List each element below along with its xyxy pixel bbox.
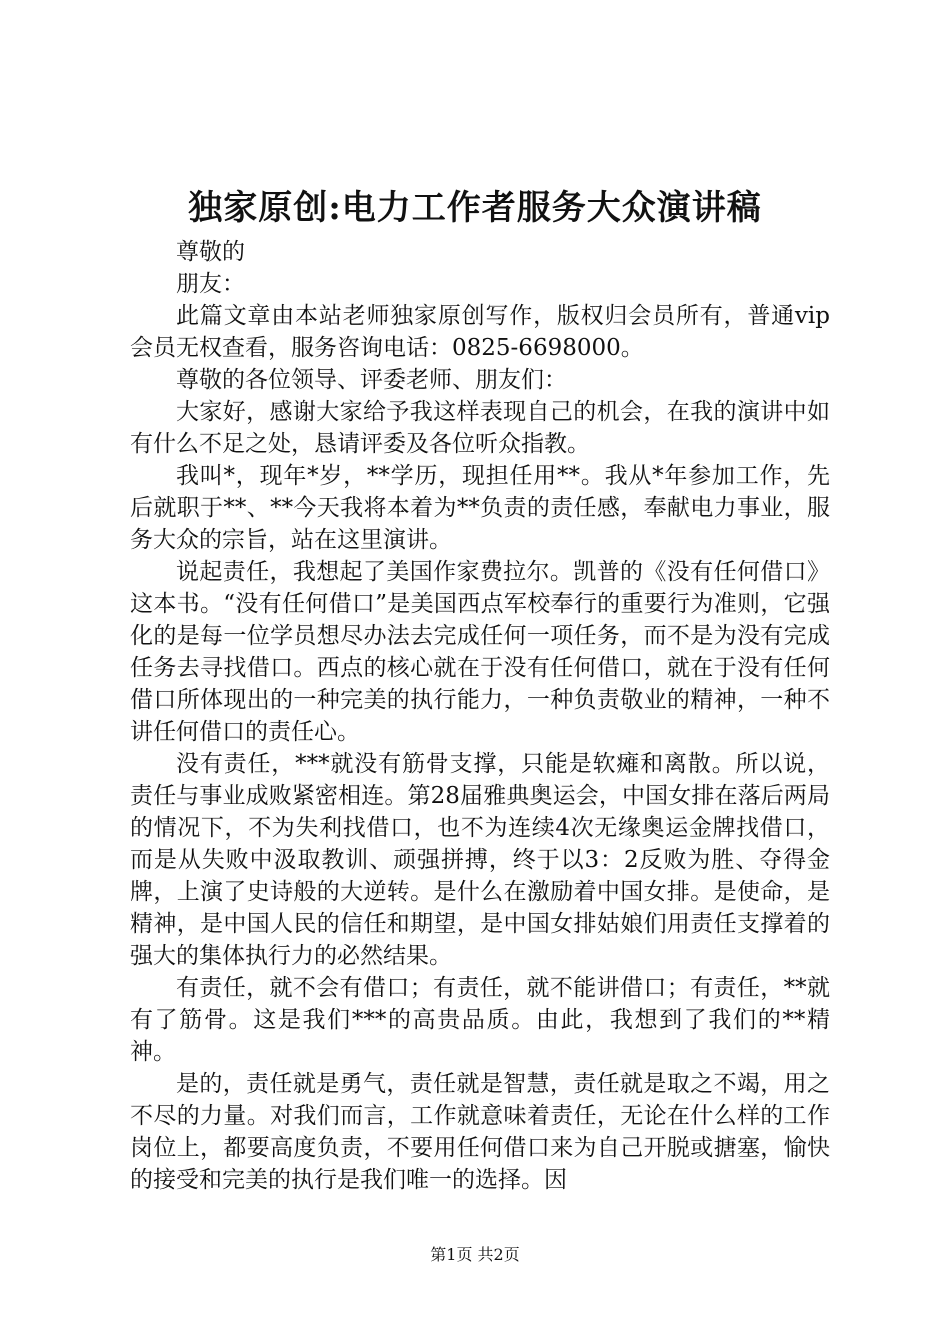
paragraph: 此篇文章由本站老师独家原创写作，版权归会员所有，普通vip会员无权查看，服务咨询电话：0825-6698000。 [130, 303, 830, 361]
paragraph: 是的，责任就是勇气，责任就是智慧，责任就是取之不竭，用之不尽的力量。对我们而言，工作就意味着责任，无论在什么样的工作岗位上，都要高度负责，不要用任何借口来为自己开脱或搪塞，愉快的接受和完美的执行是我们唯一的选择。因 [130, 1071, 830, 1193]
paragraph: 大家好，感谢大家给予我这样表现自己的机会，在我的演讲中如有什么不足之处，恳请评委及各位听众指教。 [130, 399, 830, 457]
document-title: 独家原创:电力工作者服务大众演讲稿 [188, 188, 762, 228]
paragraph: 尊敬的各位领导、评委老师、朋友们： [176, 367, 567, 393]
paragraph: 尊敬的 [176, 239, 245, 265]
paragraph: 朋友： [176, 271, 245, 297]
document-body [130, 236, 830, 1196]
page-footer: 第1页 共2页 [430, 1245, 520, 1264]
paragraph: 说起责任，我想起了美国作家费拉尔。凯普的《没有任何借口》这本书。“没有任何借口”是美国西点军校奉行的重要行为准则，它强化的是每一位学员想尽办法去完成任何一项任务，而不是为没有完成任务去寻找借口。西点的核心就在于没有任何借口，就在于没有任何借口所体现出的一种完美的执行能力，一种负责敬业的精神，一种不讲任何借口的责任心。 [130, 559, 830, 745]
paragraph: 没有责任，***就没有筋骨支撑，只能是软瘫和离散。所以说，责任与事业成败紧密相连。第28届雅典奥运会，中国女排在落后两局的情况下，不为失利找借口，也不为连续4次无缘奥运金牌找借口，而是从失败中汲取教训、顽强拼搏，终于以3：2反败为胜、夺得金牌，上演了史诗般的大逆转。是什么在激励着中国女排。是使命，是精神，是中国人民的信任和期望，是中国女排姑娘们用责任支撑着的强大的集体执行力的必然结果。 [130, 751, 830, 969]
paragraph: 我叫*，现年*岁，**学历，现担任用**。我从*年参加工作，先后就职于**、**今天我将本着为**负责的责任感，奉献电力事业，服务大众的宗旨，站在这里演讲。 [130, 463, 830, 553]
paragraph: 有责任，就不会有借口；有责任，就不能讲借口；有责任，**就有了筋骨。这是我们***的高贵品质。由此，我想到了我们的**精神。 [130, 975, 830, 1065]
